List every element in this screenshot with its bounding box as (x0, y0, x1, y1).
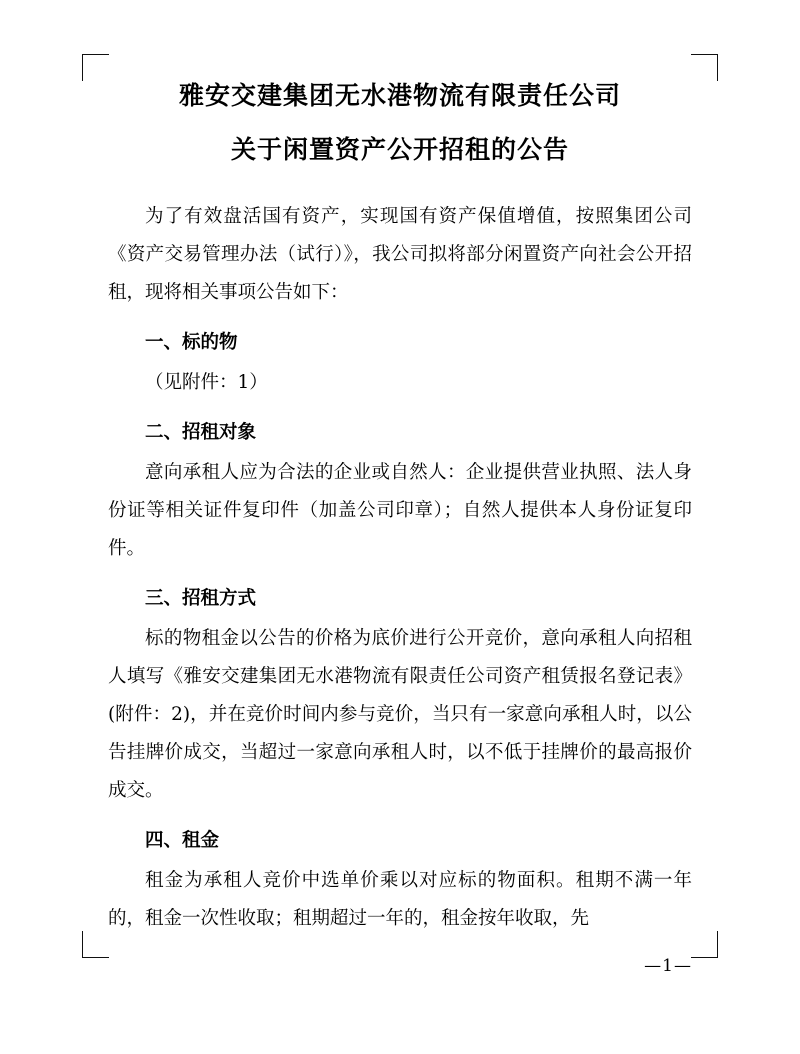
document-body (108, 70, 692, 939)
crop-mark-bottom-right (691, 931, 718, 958)
crop-mark-top-right (691, 54, 718, 81)
title-line-1: 雅安交建集团无水港物流有限责任公司 (178, 81, 621, 110)
section-body-3: 标的物租金以公告的价格为底价进行公开竞价，意向承租人向招租人填写《雅安交建集团无水港物流有限责任公司资产租赁报名登记表》(附件：2)，并在竞价时间内参与竞价，当只有一家意向承租人时，以公告挂牌价成交，当超过一家意向承租人时，以不低于挂牌价的最高报价成交。 (108, 628, 692, 801)
crop-mark-bottom-left (82, 931, 109, 958)
page-title (108, 70, 692, 176)
crop-mark-top-left (82, 54, 109, 81)
section-heading-2: 二、招租对象 (145, 422, 257, 443)
section-heading-1: 一、标的物 (145, 332, 238, 353)
intro-paragraph: 为了有效盘活国有资产，实现国有资产保值增值，按照集团公司《资产交易管理办法（试行）》，我公司拟将部分闲置资产向社会公开招租，现将相关事项公告如下： (108, 206, 692, 303)
section-body-2: 意向承租人应为合法的企业或自然人：企业提供营业执照、法人身份证等相关证件复印件（加盖公司印章）；自然人提供本人身份证复印件。 (108, 462, 692, 559)
page-number: —1— (644, 956, 692, 976)
section-heading-3: 三、招租方式 (145, 588, 257, 609)
section-body-4: 租金为承租人竞价中选单价乘以对应标的物面积。租期不满一年的，租金一次性收取；租期超过一年的，租金按年收取，先 (108, 870, 692, 929)
section-heading-4: 四、租金 (145, 830, 220, 851)
section-body-1: （见附件：1） (145, 372, 268, 393)
title-line-2: 关于闲置资产公开招租的公告 (230, 135, 569, 164)
